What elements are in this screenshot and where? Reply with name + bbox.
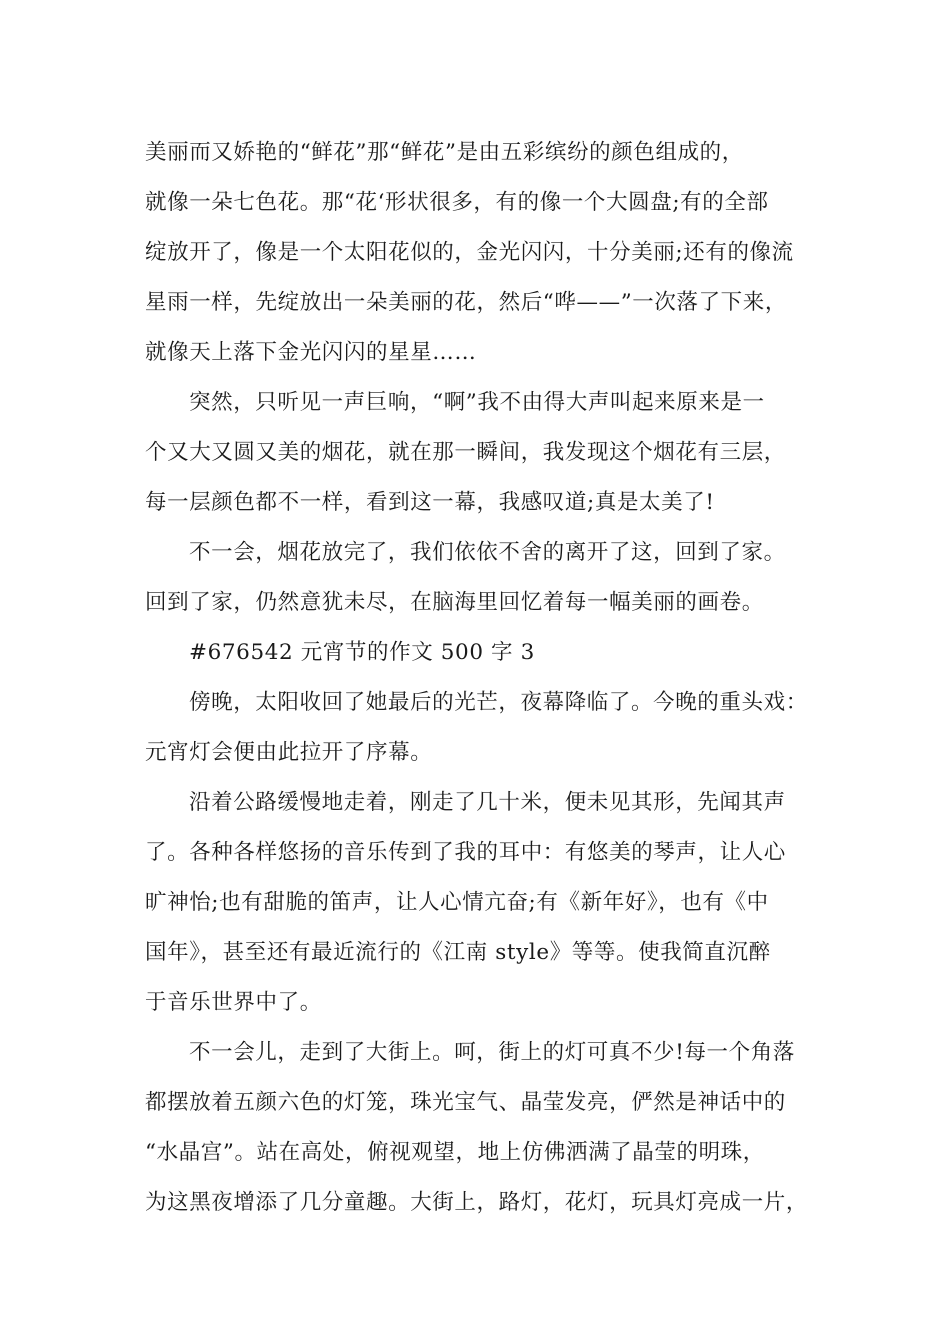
essay-heading [145, 628, 825, 678]
paragraph-fireworks-colors [145, 128, 825, 378]
essay-title: #676542 元宵节的作文 500 字 3 [189, 640, 535, 665]
text-line: 沿着公路缓慢地走着，刚走了几十米，便未见其形，先闻其声 [189, 790, 786, 815]
paragraph-street-lanterns [145, 1028, 825, 1228]
paragraph-going-home [145, 528, 825, 628]
text-line: 国年》，甚至还有最近流行的《江南 style》等等。使我简直沉醉 [145, 940, 771, 965]
text-line: 傍晚，太阳收回了她最后的光芒，夜幕降临了。今晚的重头戏： [189, 690, 808, 715]
text-line: 回到了家，仍然意犹未尽，在脑海里回忆着每一幅美丽的画卷。 [145, 590, 764, 615]
paragraph-music [145, 778, 825, 1028]
text-line: 不一会，烟花放完了，我们依依不舍的离开了这，回到了家。 [189, 540, 786, 565]
text-line: 旷神怡;也有甜脆的笛声，让人心情亢奋;有《新年好》，也有《中 [145, 890, 769, 915]
paragraph-evening [145, 678, 825, 778]
text-line: 于音乐世界中了。 [145, 990, 322, 1015]
text-line: 星雨一样，先绽放出一朵美丽的花，然后“哗——”一次落了下来， [145, 290, 787, 315]
text-line: 就像天上落下金光闪闪的星星…… [145, 340, 477, 365]
text-line: 个又大又圆又美的烟花，就在那一瞬间，我发现这个烟花有三层， [145, 440, 786, 465]
text-line: “水晶宫”。站在高处，俯视观望，地上仿佛洒满了晶莹的明珠， [145, 1140, 765, 1165]
text-line: 元宵灯会便由此拉开了序幕。 [145, 740, 433, 765]
paragraph-big-firework [145, 378, 825, 528]
text-line: 了。各种各样悠扬的音乐传到了我的耳中：有悠美的琴声，让人心 [145, 840, 786, 865]
text-line: 都摆放着五颜六色的灯笼，珠光宝气、晶莹发亮，俨然是神话中的 [145, 1090, 786, 1115]
text-line: 不一会儿，走到了大街上。呵，街上的灯可真不少!每一个角落 [189, 1040, 795, 1065]
text-line: 为这黑夜增添了几分童趣。大街上，路灯，花灯，玩具灯亮成一片， [145, 1190, 809, 1215]
text-line: 美丽而又娇艳的“鲜花”那“鲜花”是由五彩缤纷的颜色组成的， [145, 140, 744, 165]
text-line: 就像一朵七色花。那“花‘形状很多，有的像一个大圆盘;有的全部 [145, 190, 769, 215]
text-line: 每一层颜色都不一样，看到这一幕，我感叹道;真是太美了! [145, 490, 715, 515]
document-body [145, 128, 825, 1228]
text-line: 绽放开了，像是一个太阳花似的，金光闪闪，十分美丽;还有的像流 [145, 240, 794, 265]
text-line: 突然，只听见一声巨响，“啊”我不由得大声叫起来原来是一 [189, 390, 765, 415]
